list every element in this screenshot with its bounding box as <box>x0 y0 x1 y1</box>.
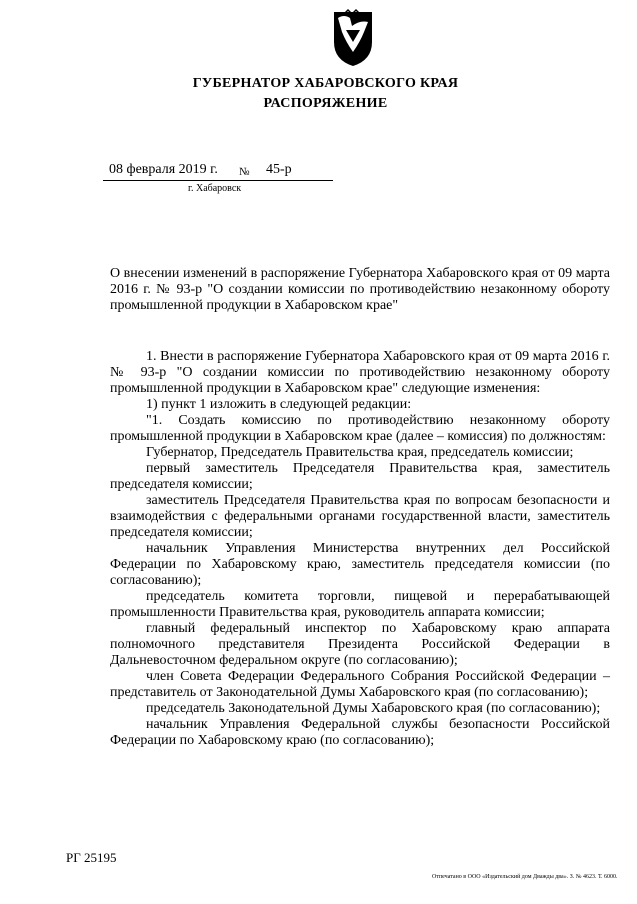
member-item: член Совета Федерации Федерального Собрания Российской Федерации – представитель от Законодательной Думы Хабаровского края (по согласованию); <box>110 669 610 700</box>
member-item: главный федеральный инспектор по Хабаровскому краю аппарата полномочного представителя Президента Российской Федерации в Дальневосточном федеральном округе (по согласованию); <box>110 621 610 668</box>
city-label: г. Хабаровск <box>188 183 242 194</box>
document-date: 08 февраля 2019 г. <box>109 162 218 177</box>
member-item: Губернатор, Председатель Правительства края, председатель комиссии; <box>146 445 574 460</box>
member-item: председатель Законодательной Думы Хабаровского края (по согласованию); <box>146 701 601 716</box>
member-item: первый заместитель Председателя Правительства края, заместитель председателя комиссии; <box>110 461 610 492</box>
member-item: заместитель Председателя Правительства края по вопросам безопасности и взаимодействия с федеральными органами государственной власти, заместитель председателя комиссии; <box>110 493 610 540</box>
issuer-title: ГУБЕРНАТОР ХАБАРОВСКОГО КРАЯ <box>192 76 459 91</box>
paragraph-3: "1. Создать комиссию по противодействию незаконному обороту промышленной продукции в Хабаровском крае (далее – комиссия) по должностям: <box>110 413 610 444</box>
paragraph-1: 1. Внести в распоряжение Губернатора Хабаровского края от 09 марта 2016 г. № 93-р "О создании комиссии по противодействию незаконному обороту промышленной продукции в Хабаровском крае" следующие изменения: <box>110 349 610 396</box>
member-item: начальник Управления Министерства внутренних дел Российской Федерации по Хабаровскому краю, заместитель председателя комиссии (по согласованию); <box>110 541 610 588</box>
member-item: председатель комитета торговли, пищевой и перерабатывающей промышленности Правительства края, руководитель аппарата комиссии; <box>110 589 610 620</box>
member-item: начальник Управления Федеральной службы безопасности Российской Федерации по Хабаровскому краю (по согласованию); <box>110 717 610 748</box>
document-subject: О внесении изменений в распоряжение Губернатора Хабаровского края от 09 марта 2016 г. № 93-р "О создании комиссии по противодействию незаконному обороту промышленной продукции в Хабаровском крае" <box>110 266 610 313</box>
registration-line <box>103 162 333 181</box>
number-sign: № <box>239 166 250 178</box>
print-note: Отпечатано в ООО «Издательский дом Дважды два». З. № 4623. Т. 6000. <box>432 874 618 880</box>
document-number: 45-р <box>266 162 292 177</box>
document-type-title: РАСПОРЯЖЕНИЕ <box>263 96 388 111</box>
document-code: РГ 25195 <box>66 850 117 865</box>
document-body <box>110 349 610 749</box>
paragraph-2: 1) пункт 1 изложить в следующей редакции: <box>146 397 412 412</box>
coat-of-arms-emblem <box>330 8 376 68</box>
